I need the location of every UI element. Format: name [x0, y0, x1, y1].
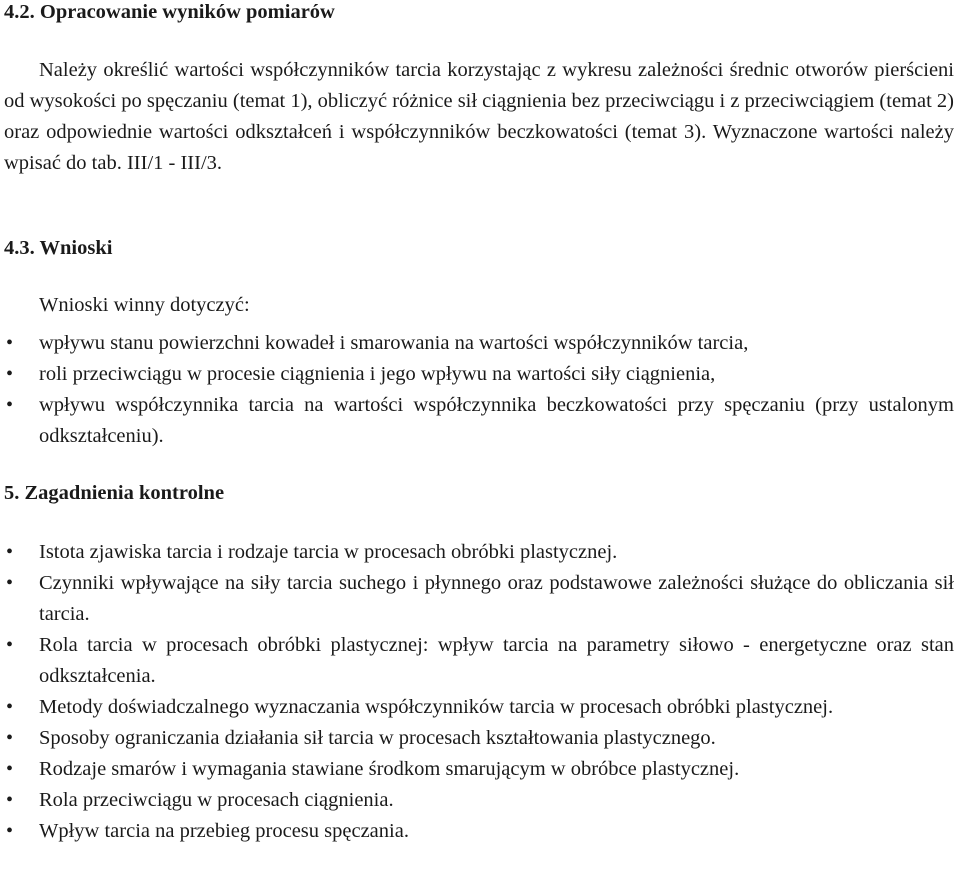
conclusions-list	[0, 328, 954, 452]
bullet-icon: •	[6, 572, 14, 594]
bullet-icon: •	[6, 634, 14, 656]
list-item: • Metody doświadczalnego wyznaczania współczynników tarcia w procesach obróbki plastycznej.	[0, 692, 954, 723]
list-item: • Rola tarcia w procesach obróbki plastycznej: wpływ tarcia na parametry siłowo - energetyczne oraz stan odkształcenia.	[0, 630, 954, 692]
bullet-icon: •	[6, 696, 14, 718]
bullet-icon: •	[6, 541, 14, 563]
bullet-icon: •	[6, 394, 14, 416]
conclusions-intro: Wnioski winny dotyczyć:	[39, 294, 250, 316]
bullet-icon: •	[6, 363, 14, 385]
list-item: • Istota zjawiska tarcia i rodzaje tarcia w procesach obróbki plastycznej.	[0, 537, 954, 568]
section-4-2-paragraph: Należy określić wartości współczynników tarcia korzystając z wykresu zależności średnic otworów pierścieni od wysokości po spęczaniu (temat 1), obliczyć różnice sił ciągnienia bez przeciwciągu i z przeciwciągiem (temat 2) oraz odpowiednie wartości odkształceń i współczynników beczkowatości (temat 3). Wyznaczone wartości należy wpisać do tab. III/1 - III/3.	[4, 59, 954, 174]
bullet-icon: •	[6, 727, 14, 749]
section-heading-4-3: 4.3. Wnioski	[4, 237, 113, 259]
section-heading-4-2: 4.2. Opracowanie wyników pomiarów	[4, 1, 335, 23]
bullet-icon: •	[6, 332, 14, 354]
list-item: • roli przeciwciągu w procesie ciągnienia i jego wpływu na wartości siły ciągnienia,	[0, 359, 954, 390]
section-heading-5: 5. Zagadnienia kontrolne	[4, 482, 225, 504]
control-questions-list	[0, 537, 954, 847]
list-item: • Czynniki wpływające na siły tarcia suchego i płynnego oraz podstawowe zależności służące do obliczania sił tarcia.	[0, 568, 954, 630]
bullet-icon: •	[6, 820, 14, 842]
bullet-icon: •	[6, 789, 14, 811]
list-item: • Wpływ tarcia na przebieg procesu spęczania.	[0, 816, 954, 847]
list-item: • Rola przeciwciągu w procesach ciągnienia.	[0, 785, 954, 816]
bullet-icon: •	[6, 758, 14, 780]
list-item: • wpływu współczynnika tarcia na wartości współczynnika beczkowatości przy spęczaniu (przy ustalonym odkształceniu).	[0, 390, 954, 452]
list-item: • Rodzaje smarów i wymagania stawiane środkom smarującym w obróbce plastycznej.	[0, 754, 954, 785]
list-item: • Sposoby ograniczania działania sił tarcia w procesach kształtowania plastycznego.	[0, 723, 954, 754]
list-item: • wpływu stanu powierzchni kowadeł i smarowania na wartości współczynników tarcia,	[0, 328, 954, 359]
